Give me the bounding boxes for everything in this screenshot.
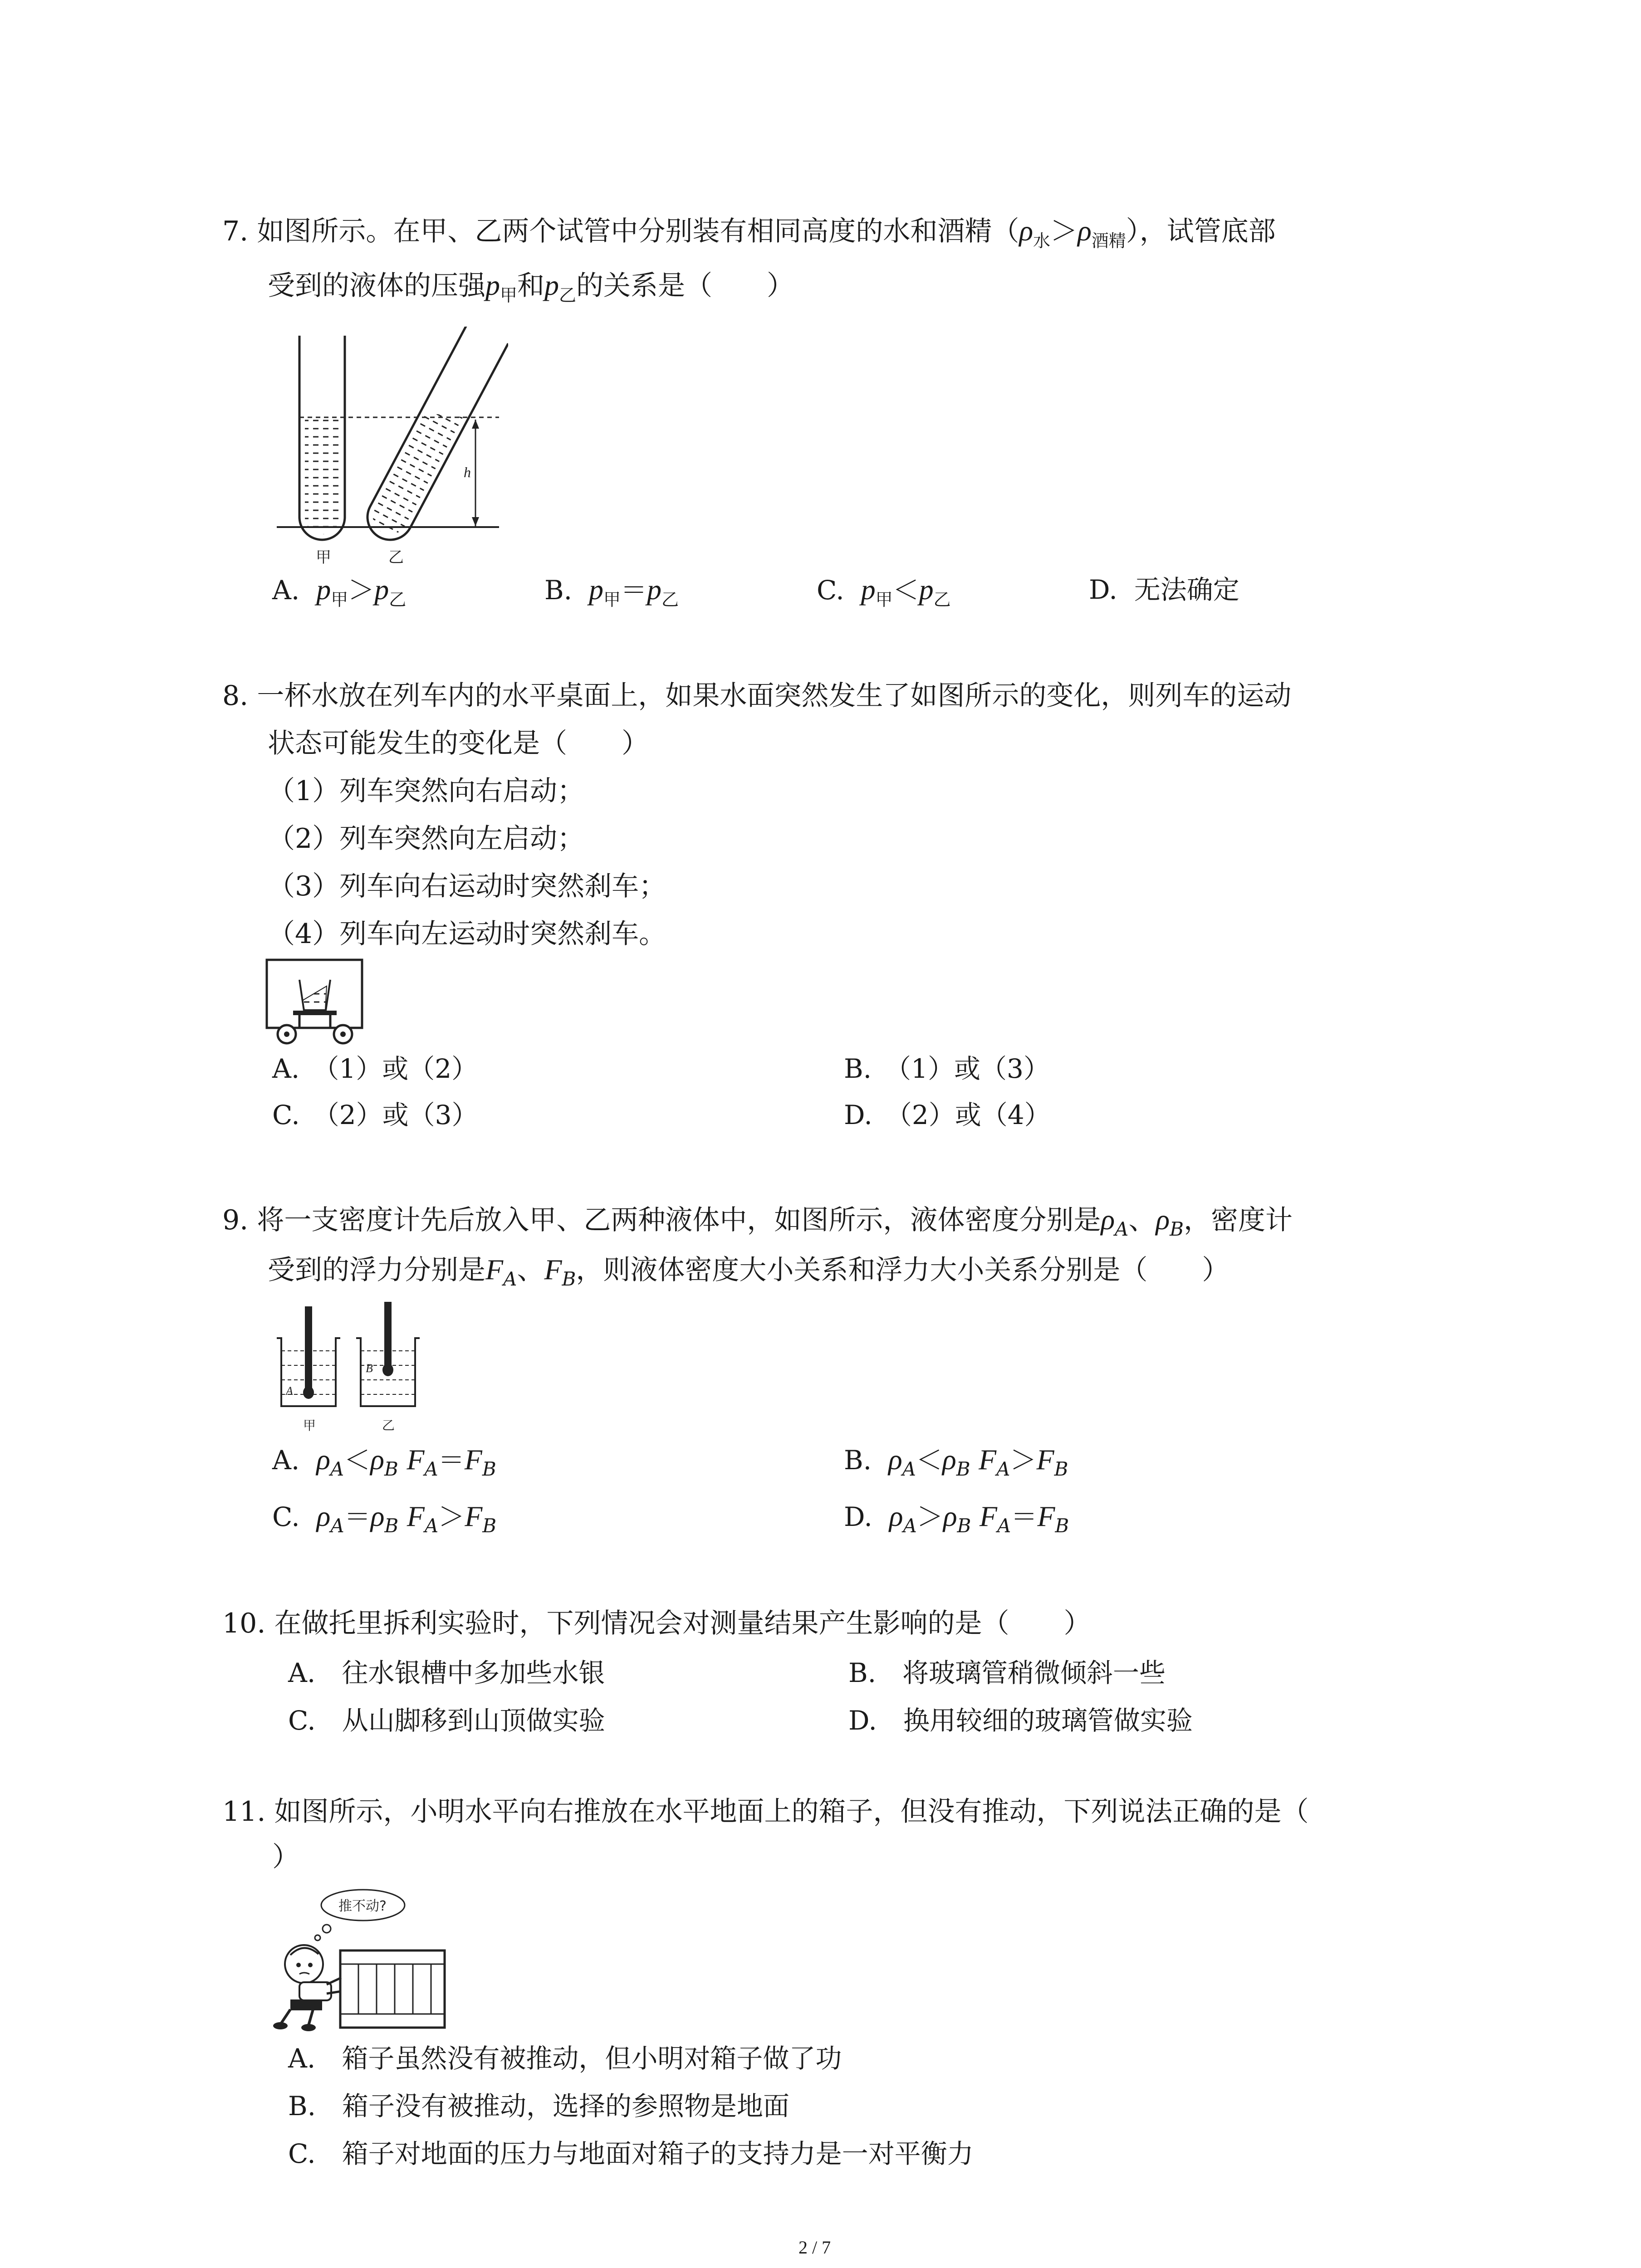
- q9-fig-jia-label: 甲: [303, 1418, 316, 1433]
- q8-stem-line1: 8. 一杯水放在列车内的水平桌面上，如果水面突然发生了如图所示的变化，则列车的运动: [222, 680, 1292, 712]
- q8-item-3: （3）列车向右运动时突然刹车；: [268, 870, 666, 902]
- q9-option-d[interactable]: D. $\rho_A>\rho_B$ $F_A=F_B$: [844, 1500, 1069, 1537]
- q7-test-tubes-figure: [272, 327, 508, 572]
- q8-option-c[interactable]: C. （2）或（3）: [272, 1100, 478, 1130]
- q11-option-a[interactable]: A. 箱子虽然没有被推动，但小明对箱子做了功: [288, 2043, 842, 2074]
- q11-bubble-text: 推不动?: [338, 1898, 387, 1914]
- q8-option-a[interactable]: A. （1）或（2）: [272, 1053, 478, 1084]
- page-number: 2 / 7: [798, 2237, 831, 2258]
- q9-fig-b-label: B: [366, 1362, 373, 1375]
- q9-hydrometer-figure: [272, 1302, 445, 1433]
- q9-fig-yi-label: 乙: [382, 1418, 395, 1433]
- q9-stem-line2: 受到的浮力分别是$F_A$、$F_B$，则液体密度大小关系和浮力大小关系分别是（ ）: [268, 1253, 1230, 1290]
- q11-pushing-box-figure: [272, 1887, 463, 2037]
- q8-item-1: （1）列车突然向右启动；: [268, 775, 585, 807]
- q7-option-a[interactable]: A. $p_甲>p_乙$: [272, 573, 407, 610]
- q7-fig-jia-label: 甲: [316, 548, 331, 567]
- q10-option-d[interactable]: D. 换用较细的玻璃管做实验: [848, 1705, 1193, 1736]
- q11-stem-line1: 11. 如图所示，小明水平向右推放在水平地面上的箱子，但没有推动，下列说法正确的是（: [222, 1796, 1309, 1828]
- q7-option-b[interactable]: B. $p_甲=p_乙$: [544, 573, 679, 610]
- q8-option-b[interactable]: B. （1）或（3）: [844, 1053, 1050, 1084]
- q10-stem: 10. 在做托里拆利实验时，下列情况会对测量结果产生影响的是（ ）: [222, 1608, 1091, 1639]
- q8-option-d[interactable]: D. （2）或（4）: [844, 1100, 1051, 1130]
- q7-fig-h-label: h: [464, 464, 471, 480]
- q9-stem-line1: 9. 将一支密度计先后放入甲、乙两种液体中，如图所示，液体密度分别是$\rho_A$、$\rho_B$，密度计: [222, 1203, 1293, 1240]
- q7-option-c[interactable]: C. $p_甲<p_乙$: [817, 573, 951, 610]
- q7-stem-line2: 受到的液体的压强$p_甲$和$p_乙$的关系是（ ）: [268, 269, 794, 305]
- q7-option-d[interactable]: D. 无法确定: [1089, 574, 1239, 605]
- q10-option-b[interactable]: B. 将玻璃管稍微倾斜一些: [848, 1657, 1166, 1688]
- q11-stem-line2: ）: [272, 1841, 299, 1873]
- q7-fig-yi-label: 乙: [388, 548, 404, 567]
- q8-item-2: （2）列车突然向左启动；: [268, 823, 585, 855]
- q10-option-c[interactable]: C. 从山脚移到山顶做实验: [288, 1705, 605, 1736]
- q11-option-b[interactable]: B. 箱子没有被推动，选择的参照物是地面: [288, 2091, 790, 2121]
- q9-option-b[interactable]: B. $\rho_A<\rho_B$ $F_A>F_B$: [844, 1443, 1068, 1480]
- q8-item-4: （4）列车向左运动时突然刹车。: [268, 918, 666, 950]
- q10-option-a[interactable]: A. 往水银槽中多加些水银: [288, 1657, 605, 1688]
- q11-option-c[interactable]: C. 箱子对地面的压力与地面对箱子的支持力是一对平衡力: [288, 2138, 974, 2169]
- q9-option-a[interactable]: A. $\rho_A<\rho_B$ $F_A=F_B$: [272, 1443, 496, 1480]
- q8-train-cup-figure: [263, 957, 367, 1048]
- q9-option-c[interactable]: C. $\rho_A=\rho_B$ $F_A>F_B$: [272, 1500, 497, 1537]
- q7-stem-line1: 7. 如图所示。在甲、乙两个试管中分别装有相同高度的水和酒精$(\rho_水>\rho_{酒精})$，试管底部: [222, 215, 1276, 251]
- q8-stem-line2: 状态可能发生的变化是（ ）: [268, 728, 649, 759]
- q9-fig-a-label: A: [286, 1384, 293, 1398]
